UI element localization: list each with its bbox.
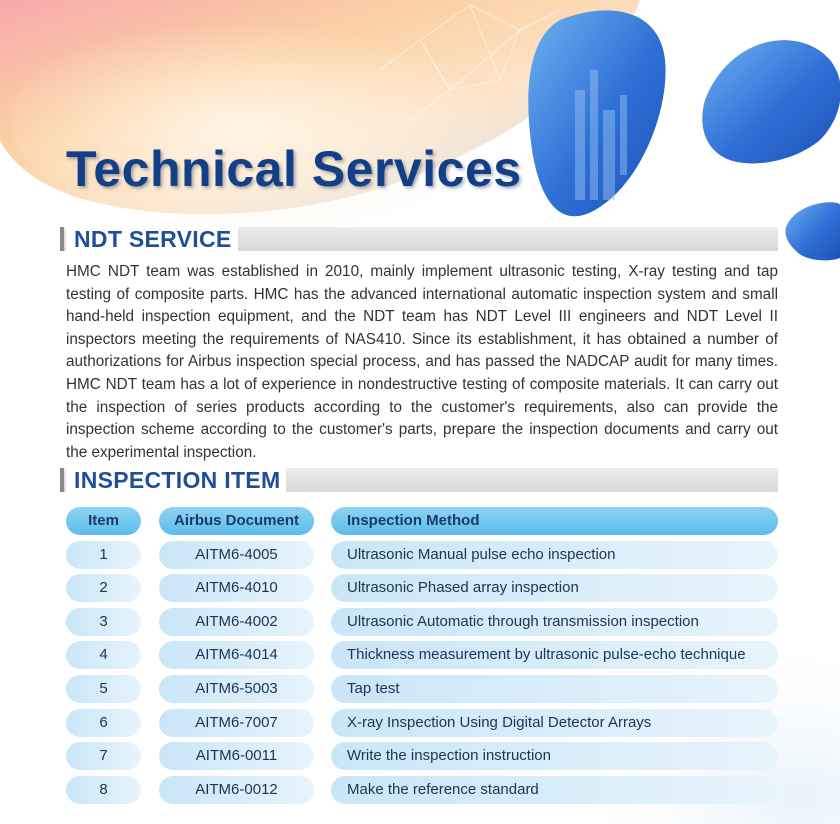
item-number: 2	[66, 574, 141, 602]
airbus-document: AITM6-0011	[159, 742, 314, 770]
inspection-method: Thickness measurement by ultrasonic pulse-echo technique	[331, 641, 778, 669]
page-title: Technical Services	[66, 141, 522, 197]
heading-accent-bar	[60, 227, 64, 251]
table-row	[66, 675, 778, 703]
inspection-method: Ultrasonic Manual pulse echo inspection	[331, 541, 778, 569]
item-number: 5	[66, 675, 141, 703]
airbus-document: AITM6-7007	[159, 709, 314, 737]
airbus-document: AITM6-4005	[159, 541, 314, 569]
inspection-method: Make the reference standard	[331, 776, 778, 804]
item-number: 8	[66, 776, 141, 804]
header-airbus-document: Airbus Document	[159, 507, 314, 535]
header-item: Item	[66, 507, 141, 535]
inspection-item-heading	[60, 468, 778, 492]
table-row	[66, 608, 778, 636]
table-row	[66, 742, 778, 770]
blue-blob-small	[785, 202, 840, 260]
inspection-item-heading-label: INSPECTION ITEM	[66, 466, 286, 494]
inspection-method: Tap test	[331, 675, 778, 703]
table-row	[66, 574, 778, 602]
inspection-method: Write the inspection instruction	[331, 742, 778, 770]
inspection-method: X-ray Inspection Using Digital Detector Arrays	[331, 709, 778, 737]
airbus-document: AITM6-5003	[159, 675, 314, 703]
airbus-document: AITM6-4002	[159, 608, 314, 636]
airbus-document: AITM6-4010	[159, 574, 314, 602]
table-row	[66, 776, 778, 804]
ndt-service-heading-label: NDT SERVICE	[66, 225, 238, 253]
inspection-method: Ultrasonic Automatic through transmission inspection	[331, 608, 778, 636]
item-number: 3	[66, 608, 141, 636]
airbus-document: AITM6-4014	[159, 641, 314, 669]
table-row	[66, 541, 778, 569]
table-row	[66, 641, 778, 669]
heading-accent-bar	[60, 468, 64, 492]
item-number: 7	[66, 742, 141, 770]
table-row	[66, 709, 778, 737]
ndt-service-description: HMC NDT team was established in 2010, mainly implement ultrasonic testing, X-ray testing and tap testing of composite parts. HMC has the advanced international automatic inspection system and small hand-held inspection equipment, and the NDT team has NDT Level III engineers and NDT Level II inspectors meeting the requirements of NAS410. Since its establishment, it has obtained a number of authorizations for Airbus inspection special process, and has passed the NADCAP audit for many times. HMC NDT team has a lot of experience in nondestructive testing of composite materials. It can carry out the inspection of series products according to the customer's requirements, also can provide the inspection scheme according to the customer's parts, prepare the inspection documents and carry out the experimental inspection.	[66, 263, 778, 461]
item-number: 6	[66, 709, 141, 737]
ndt-service-heading	[60, 227, 778, 251]
item-number: 1	[66, 541, 141, 569]
blue-blob-right	[702, 40, 840, 163]
airbus-document: AITM6-0012	[159, 776, 314, 804]
inspection-method: Ultrasonic Phased array inspection	[331, 574, 778, 602]
item-number: 4	[66, 641, 141, 669]
table-header-row	[66, 507, 778, 535]
header-inspection-method: Inspection Method	[331, 507, 778, 535]
